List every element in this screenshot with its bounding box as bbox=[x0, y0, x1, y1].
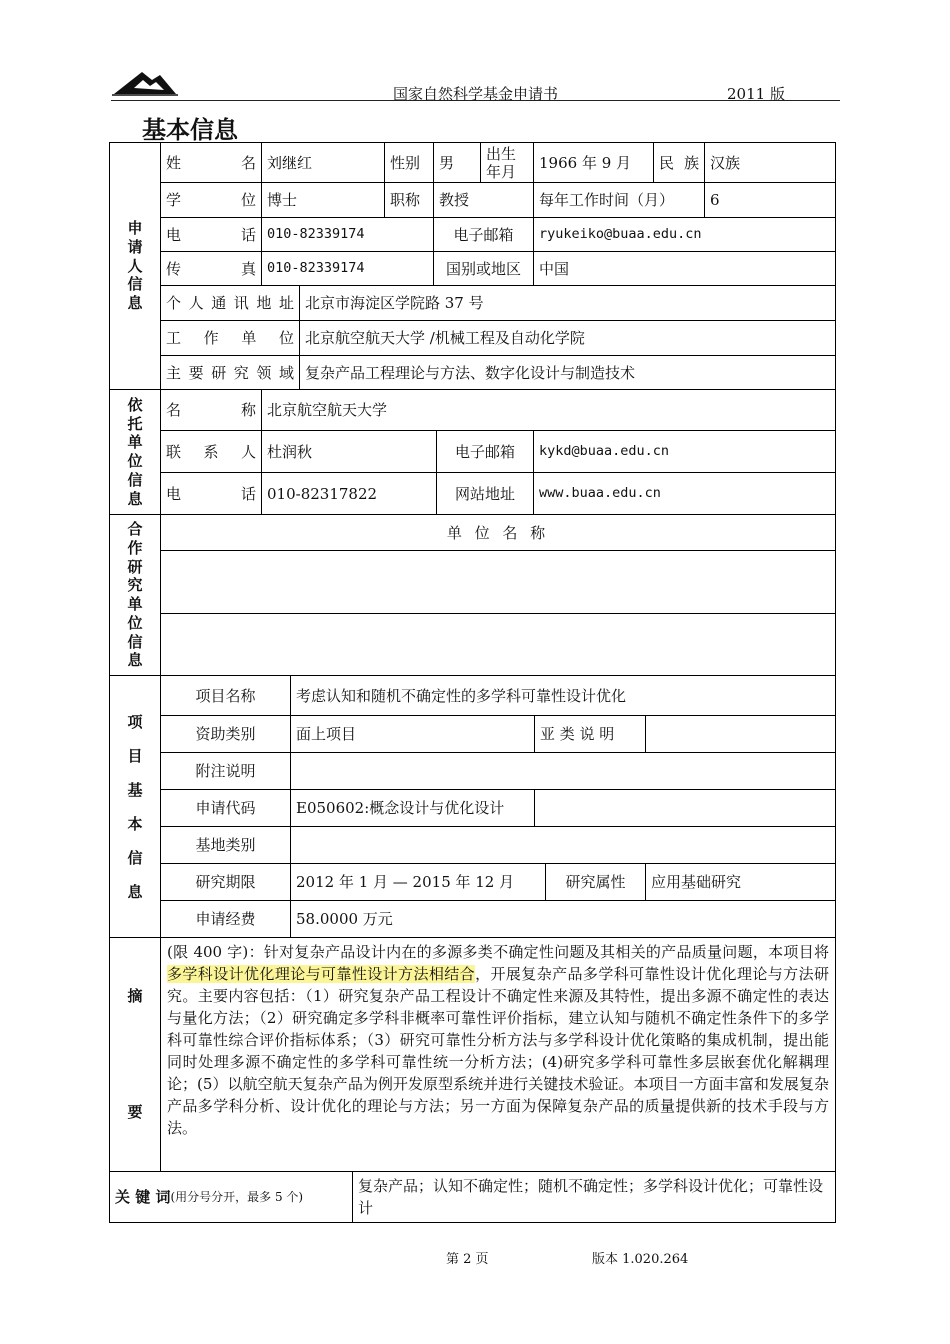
project-group-label: 项目基本信息 bbox=[109, 675, 161, 938]
title-label: 职称 bbox=[384, 182, 434, 218]
project-attr: 应用基础研究 bbox=[645, 863, 836, 901]
section-title: 基本信息 bbox=[142, 115, 238, 144]
project-note bbox=[290, 752, 836, 790]
attr-label: 研究属性 bbox=[545, 863, 646, 901]
nsfc-logo bbox=[112, 66, 178, 96]
keywords-label: 关 键 词 (用分号分开，最多 5 个) bbox=[109, 1171, 353, 1223]
host-phone-label: 电 话 bbox=[160, 472, 262, 515]
code-label: 申请代码 bbox=[160, 789, 291, 827]
email-label: 电子邮箱 bbox=[433, 217, 534, 252]
host-contact: 杜润秋 bbox=[261, 430, 437, 473]
applicant-gender: 男 bbox=[433, 142, 481, 183]
name-label: 姓 名 bbox=[160, 142, 262, 183]
applicant-degree: 博士 bbox=[261, 182, 385, 218]
phone-label: 电 话 bbox=[160, 217, 262, 252]
project-subclass bbox=[645, 715, 836, 753]
applicant-employer: 北京航空航天大学 /机械工程及自动化学院 bbox=[299, 320, 836, 356]
header-divider bbox=[111, 100, 840, 101]
project-budget: 58.0000 万元 bbox=[290, 900, 836, 938]
abstract-highlight: 多学科设计优化理论与可靠性设计方法相结合 bbox=[167, 965, 476, 983]
employer-label: 工 作 单 位 bbox=[160, 320, 300, 356]
applicant-address: 北京市海淀区学院路 37 号 bbox=[299, 285, 836, 321]
host-group-label: 依托单位信息 bbox=[109, 389, 161, 515]
fax-label: 传 真 bbox=[160, 251, 262, 286]
applicant-fax: 010-82339174 bbox=[261, 251, 434, 286]
host-phone: 010-82317822 bbox=[261, 472, 437, 515]
applicant-email: ryukeiko@buaa.edu.cn bbox=[533, 217, 836, 252]
host-name-label: 名 称 bbox=[160, 389, 262, 431]
project-code: E050602:概念设计与优化设计 bbox=[290, 789, 535, 827]
keywords-value: 复杂产品；认知不确定性；随机不确定性；多学科设计优化；可靠性设计 bbox=[352, 1171, 836, 1223]
applicant-ethnicity: 汉族 bbox=[704, 142, 836, 183]
partner-group-label: 合作研究单位信息 bbox=[109, 514, 161, 676]
host-name: 北京航空航天大学 bbox=[261, 389, 836, 431]
project-funding: 面上项目 bbox=[290, 715, 535, 753]
subclass-label: 亚 类 说 明 bbox=[534, 715, 646, 753]
applicant-field: 复杂产品工程理论与方法、数字化设计与制造技术 bbox=[299, 355, 836, 390]
header-version: 2011 版 bbox=[727, 85, 785, 103]
period-label: 研究期限 bbox=[160, 863, 291, 901]
degree-label: 学 位 bbox=[160, 182, 262, 218]
project-name: 考虑认知和随机不确定性的多学科可靠性设计优化 bbox=[290, 675, 836, 716]
footer-page: 第 2 页 bbox=[446, 1252, 489, 1267]
project-base bbox=[290, 826, 836, 864]
budget-label: 申请经费 bbox=[160, 900, 291, 938]
project-code-extra bbox=[534, 789, 836, 827]
applicant-name: 刘继红 bbox=[261, 142, 385, 183]
host-contact-label: 联 系 人 bbox=[160, 430, 262, 473]
applicant-phone: 010-82339174 bbox=[261, 217, 434, 252]
footer-version: 版本 1.020.264 bbox=[592, 1252, 689, 1267]
partner-row-2 bbox=[160, 613, 836, 676]
birth-label: 出生年月 bbox=[480, 142, 534, 183]
host-email-label: 电子邮箱 bbox=[436, 430, 534, 473]
worktime-label: 每年工作时间（月） bbox=[533, 182, 705, 218]
applicant-worktime: 6 bbox=[704, 182, 836, 218]
applicant-country: 中国 bbox=[533, 251, 836, 286]
applicant-group-label: 申请人信息 bbox=[109, 142, 161, 390]
applicant-birth: 1966 年 9 月 bbox=[533, 142, 654, 183]
partner-col-header: 单 位 名 称 bbox=[160, 514, 836, 551]
applicant-title: 教授 bbox=[433, 182, 534, 218]
header-title: 国家自然科学基金申请书 bbox=[393, 85, 559, 103]
project-period: 2012 年 1 月 — 2015 年 12 月 bbox=[290, 863, 546, 901]
partner-row-1 bbox=[160, 550, 836, 614]
gender-label: 性别 bbox=[384, 142, 434, 183]
ethnicity-label: 民 族 bbox=[653, 142, 705, 183]
base-label: 基地类别 bbox=[160, 826, 291, 864]
project-name-label: 项目名称 bbox=[160, 675, 291, 716]
abstract-text: (限 400 字)：针对复杂产品设计内在的多源多类不确定性问题及其相关的产品质量问题，本项目将多学科设计优化理论与可靠性设计方法相结合，开展复杂产品多学科可靠性设计优化理论与方法研究。主要内容包括：（1）研究复杂产品工程设计不确定性来源及其特性，提出多源不确定性的表达与量化方法；（2）研究确定多学科非概率可靠性评价指标，建立认知与随机不确定性条件下的多学科可靠性综合评价指标体系；（3）研究可靠性分析方法与多学科设计优化策略的集成机制，提出能同时处理多源不确定性的多学科可靠性统一分析方法；(4)研究多学科可靠性多层嵌套优化解耦理论；(5）以航空航天复杂产品为例开发原型系统并进行关键技术验证。本项目一方面丰富和发展复杂产品多学科分析、设计优化的理论与方法；另一方面为保障复杂产品的质量提供新的技术手段与方法。 bbox=[160, 937, 836, 1172]
host-website: www.buaa.edu.cn bbox=[533, 472, 836, 515]
field-label: 主 要 研 究 领 域 bbox=[160, 355, 300, 390]
abstract-label: 摘 要 bbox=[109, 937, 161, 1172]
funding-label: 资助类别 bbox=[160, 715, 291, 753]
note-label: 附注说明 bbox=[160, 752, 291, 790]
host-website-label: 网站地址 bbox=[436, 472, 534, 515]
host-email: kykd@buaa.edu.cn bbox=[533, 430, 836, 473]
address-label: 个 人 通 讯 地 址 bbox=[160, 285, 300, 321]
country-label: 国别或地区 bbox=[433, 251, 534, 286]
